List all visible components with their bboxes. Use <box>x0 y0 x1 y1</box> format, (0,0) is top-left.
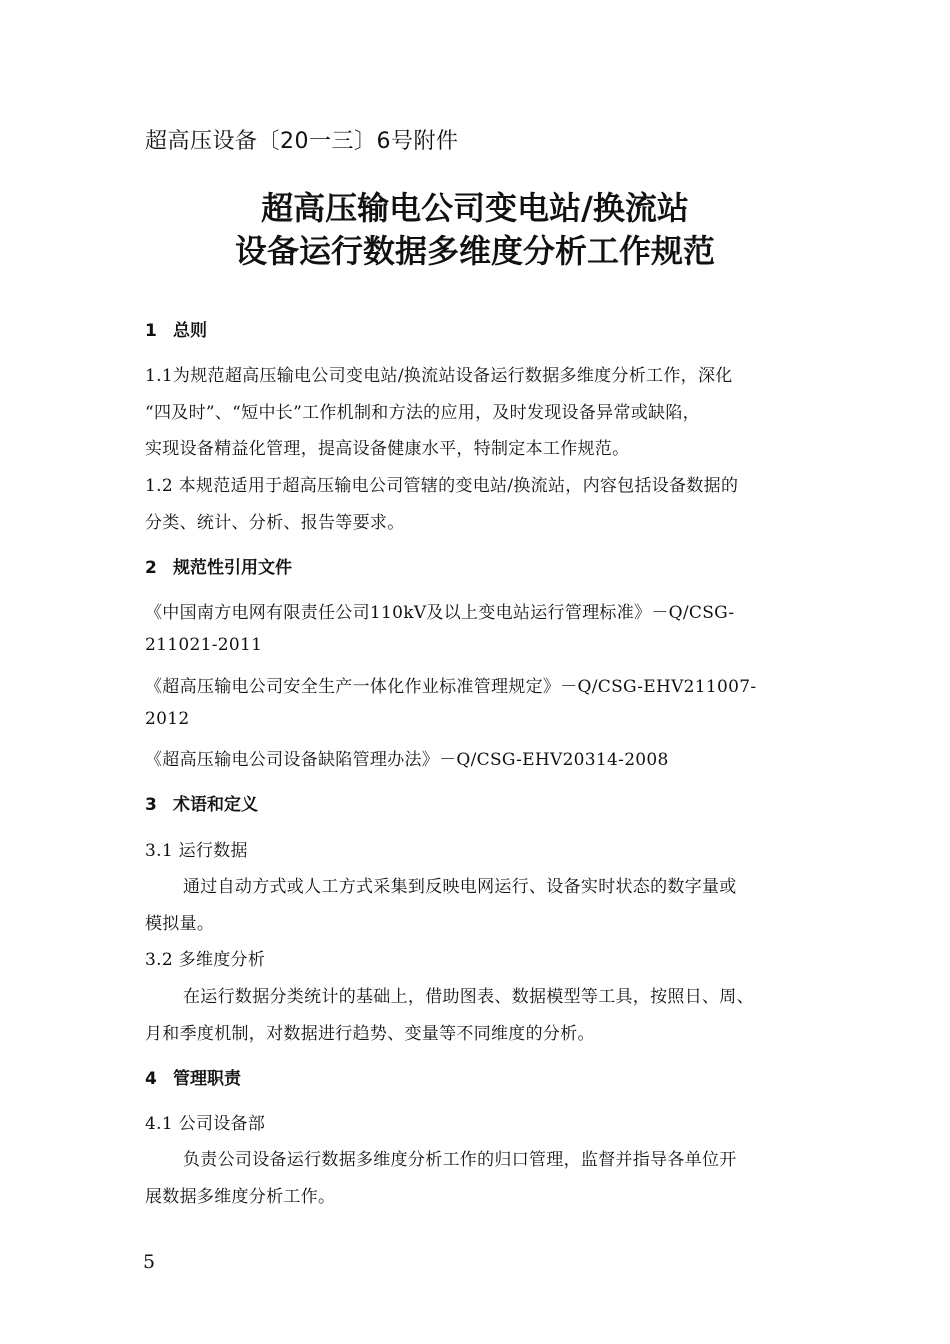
responsibility-line: 负责公司设备运行数据多维度分析工作的归口管理，监督并指导各单位开 <box>183 1150 737 1170</box>
section-3-number: 3 <box>145 795 157 815</box>
section-4-heading <box>145 1064 241 1089</box>
term-definition-line: 在运行数据分类统计的基础上，借助图表、数据模型等工具，按照日、周、 <box>183 987 754 1007</box>
responsibility-heading: 4.1 公司设备部 <box>145 1114 266 1134</box>
reference-line: 《超高压输电公司安全生产一体化作业标准管理规定》－Q/CSG-EHV211007- <box>145 677 757 697</box>
term-definition-line: 模拟量。 <box>145 914 215 934</box>
section-3-title: 术语和定义 <box>173 795 258 815</box>
term-heading: 3.2 多维度分析 <box>145 950 266 970</box>
section-1-line: 分类、统计、分析、报告等要求。 <box>145 513 405 533</box>
term-definition-line: 通过自动方式或人工方式采集到反映电网运行、设备实时状态的数字量或 <box>183 877 737 897</box>
reference-line: 《中国南方电网有限责任公司110kV及以上变电站运行管理标准》－Q/CSG- <box>145 603 735 623</box>
section-4-title: 管理职责 <box>173 1069 241 1089</box>
section-2-number: 2 <box>145 558 157 578</box>
attachment-label: 超高压设备〔20一三〕6号附件 <box>145 129 459 154</box>
section-2-heading <box>145 553 292 578</box>
section-1-line: 1.1为规范超高压输电公司变电站/换流站设备运行数据多维度分析工作，深化 <box>145 366 733 386</box>
reference-line: 2012 <box>145 709 190 729</box>
section-1-line: 1.2 本规范适用于超高压输电公司管辖的变电站/换流站，内容包括设备数据的 <box>145 476 739 496</box>
responsibility-line: 展数据多维度分析工作。 <box>145 1187 336 1207</box>
term-definition-line: 月和季度机制，对数据进行趋势、变量等不同维度的分析。 <box>145 1024 595 1044</box>
section-2-title: 规范性引用文件 <box>173 558 292 578</box>
section-1-line: 实现设备精益化管理，提高设备健康水平，特制定本工作规范。 <box>145 439 630 459</box>
reference-line: 《超高压输电公司设备缺陷管理办法》－Q/CSG-EHV20314-2008 <box>145 750 669 770</box>
section-1-number: 1 <box>145 321 157 341</box>
term-heading: 3.1 运行数据 <box>145 841 248 861</box>
document-title-line-2: 设备运行数据多维度分析工作规范 <box>234 232 715 270</box>
section-1-heading <box>145 316 207 341</box>
section-4-number: 4 <box>145 1069 157 1089</box>
section-3-heading <box>145 790 258 815</box>
section-1-line: “四及时”、“短中长”工作机制和方法的应用，及时发现设备异常或缺陷， <box>145 403 700 423</box>
page-number: 5 <box>143 1251 156 1273</box>
document-title-line-1: 超高压输电公司变电站/换流站 <box>261 189 689 227</box>
reference-line: 211021-2011 <box>145 635 263 655</box>
section-1-title: 总则 <box>173 321 207 341</box>
